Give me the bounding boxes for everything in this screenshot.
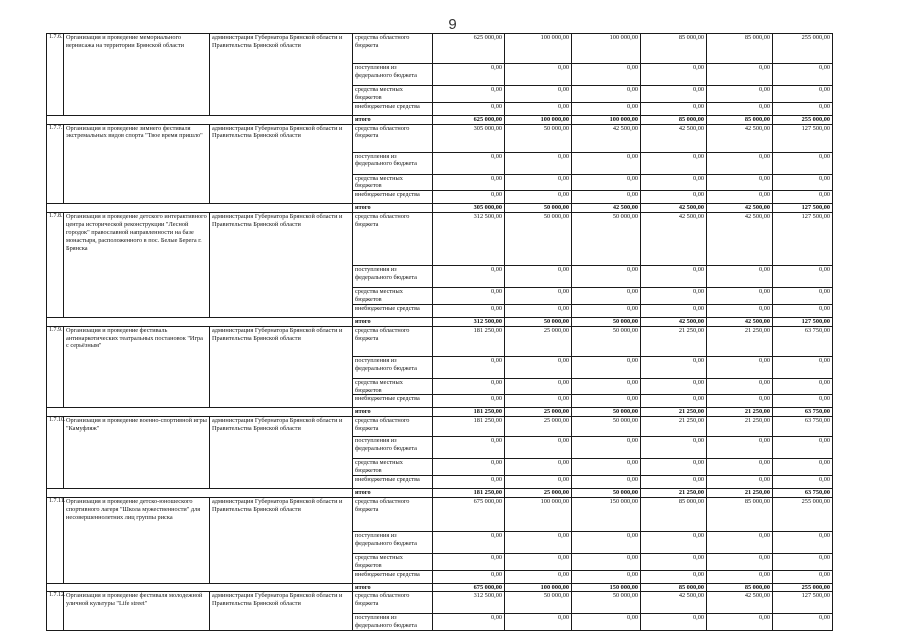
amount-cell: 0,00: [707, 459, 773, 476]
amount-cell: 0,00: [433, 191, 505, 204]
amount-cell: 0,00: [433, 553, 505, 570]
amount-cell: 0,00: [433, 266, 505, 288]
amount-cell: 85 000,00: [641, 115, 707, 124]
funding-source-label: поступления из федерального бюджета: [353, 152, 433, 174]
amount-cell: 21 250,00: [641, 326, 707, 356]
amount-cell: 0,00: [707, 191, 773, 204]
funding-source-label: итого: [353, 204, 433, 213]
funding-source-label: средства областного бюджета: [353, 497, 433, 531]
amount-cell: 100 000,00: [505, 34, 572, 64]
amount-cell: 42 500,00: [707, 317, 773, 326]
funding-source-label: внебюджетные средства: [353, 102, 433, 115]
amount-cell: 127 500,00: [773, 213, 833, 266]
funding-source-label: средства местных бюджетов: [353, 459, 433, 476]
amount-cell: 100 000,00: [572, 34, 641, 64]
funding-source-label: средства местных бюджетов: [353, 174, 433, 191]
amount-cell: 0,00: [572, 64, 641, 86]
item-name: Организация и проведение мемориального вернисажа на территории Брянской области: [64, 34, 210, 116]
amount-cell: 181 250,00: [433, 326, 505, 356]
amount-cell: 0,00: [641, 459, 707, 476]
amount-cell: 0,00: [572, 191, 641, 204]
amount-cell: 0,00: [572, 102, 641, 115]
amount-cell: 0,00: [641, 395, 707, 408]
amount-cell: 0,00: [641, 378, 707, 395]
amount-cell: 0,00: [505, 356, 572, 378]
amount-cell: 0,00: [433, 378, 505, 395]
amount-cell: 675 000,00: [433, 497, 505, 531]
funding-source-label: средства областного бюджета: [353, 213, 433, 266]
amount-cell: 0,00: [572, 459, 641, 476]
amount-cell: 312 500,00: [433, 592, 505, 614]
item-name: Организация и проведение детского интерактивного центра исторической реконструкции "Лесной городок" православной направленности на базе монастыря, расположенного в пос. Белые Берега г. Брянска: [64, 213, 210, 318]
amount-cell: 0,00: [572, 437, 641, 459]
amount-cell: 0,00: [773, 266, 833, 288]
item-executor: администрация Губернатора Брянской области и Правительства Брянской области: [210, 124, 353, 204]
funding-source-label: внебюджетные средства: [353, 191, 433, 204]
amount-cell: 0,00: [773, 553, 833, 570]
item-name: Организация и проведение детско-юношеского спортивного лагеря "Школа мужественности" для несовершеннолетних лиц группы риска: [64, 497, 210, 583]
funding-source-label: итого: [353, 583, 433, 592]
amount-cell: 21 250,00: [641, 408, 707, 417]
funding-source-label: средства областного бюджета: [353, 592, 433, 614]
amount-cell: 50 000,00: [572, 592, 641, 614]
amount-cell: 0,00: [773, 174, 833, 191]
table-row: [47, 417, 833, 437]
amount-cell: 0,00: [707, 304, 773, 317]
total-row-spacer: [47, 489, 353, 498]
funding-source-label: поступления из федерального бюджета: [353, 531, 433, 553]
amount-cell: 0,00: [433, 437, 505, 459]
table-row: [47, 317, 833, 326]
amount-cell: 50 000,00: [572, 489, 641, 498]
amount-cell: 0,00: [505, 570, 572, 583]
amount-cell: 0,00: [433, 614, 505, 631]
table-row: [47, 34, 833, 64]
table-row: [47, 583, 833, 592]
amount-cell: 0,00: [572, 288, 641, 305]
amount-cell: 0,00: [433, 476, 505, 489]
amount-cell: 100 000,00: [572, 115, 641, 124]
amount-cell: 0,00: [505, 152, 572, 174]
amount-cell: 0,00: [773, 102, 833, 115]
amount-cell: 0,00: [641, 476, 707, 489]
amount-cell: 21 250,00: [707, 489, 773, 498]
item-name: Организация и проведение фестиваля молодежной уличной культуры "Life street": [64, 592, 210, 631]
amount-cell: 181 250,00: [433, 408, 505, 417]
amount-cell: 0,00: [641, 266, 707, 288]
funding-source-label: поступления из федерального бюджета: [353, 266, 433, 288]
amount-cell: 0,00: [505, 378, 572, 395]
amount-cell: 0,00: [773, 378, 833, 395]
table-row: [47, 326, 833, 356]
item-executor: администрация Губернатора Брянской области и Правительства Брянской области: [210, 417, 353, 489]
amount-cell: 0,00: [433, 356, 505, 378]
amount-cell: 50 000,00: [572, 326, 641, 356]
amount-cell: 50 000,00: [572, 317, 641, 326]
amount-cell: 0,00: [505, 553, 572, 570]
table-row: [47, 497, 833, 531]
amount-cell: 0,00: [707, 570, 773, 583]
amount-cell: 0,00: [433, 531, 505, 553]
amount-cell: 0,00: [641, 614, 707, 631]
item-number: 1.7.7.: [47, 124, 64, 204]
amount-cell: 150 000,00: [572, 497, 641, 531]
amount-cell: 85 000,00: [707, 115, 773, 124]
amount-cell: 0,00: [707, 102, 773, 115]
amount-cell: 50 000,00: [572, 408, 641, 417]
amount-cell: 0,00: [433, 570, 505, 583]
amount-cell: 42 500,00: [707, 124, 773, 152]
amount-cell: 0,00: [505, 266, 572, 288]
amount-cell: 127 500,00: [773, 592, 833, 614]
amount-cell: 0,00: [641, 64, 707, 86]
amount-cell: 0,00: [505, 288, 572, 305]
amount-cell: 21 250,00: [707, 326, 773, 356]
amount-cell: 0,00: [641, 531, 707, 553]
amount-cell: 50 000,00: [572, 417, 641, 437]
amount-cell: 0,00: [572, 531, 641, 553]
amount-cell: 50 000,00: [505, 317, 572, 326]
amount-cell: 21 250,00: [641, 489, 707, 498]
amount-cell: 21 250,00: [707, 408, 773, 417]
amount-cell: 0,00: [773, 304, 833, 317]
amount-cell: 0,00: [773, 459, 833, 476]
total-row-spacer: [47, 408, 353, 417]
amount-cell: 0,00: [572, 152, 641, 174]
amount-cell: 0,00: [641, 288, 707, 305]
amount-cell: 0,00: [505, 86, 572, 103]
funding-source-label: средства областного бюджета: [353, 417, 433, 437]
amount-cell: 63 750,00: [773, 408, 833, 417]
program-table: [46, 33, 833, 631]
amount-cell: 0,00: [505, 174, 572, 191]
amount-cell: 42 500,00: [641, 213, 707, 266]
funding-source-label: поступления из федерального бюджета: [353, 356, 433, 378]
amount-cell: 0,00: [572, 86, 641, 103]
amount-cell: 0,00: [572, 614, 641, 631]
item-number: 1.7.10.: [47, 417, 64, 489]
amount-cell: 63 750,00: [773, 417, 833, 437]
amount-cell: 85 000,00: [641, 583, 707, 592]
item-number: 1.7.8.: [47, 213, 64, 318]
amount-cell: 63 750,00: [773, 489, 833, 498]
amount-cell: 0,00: [707, 378, 773, 395]
amount-cell: 181 250,00: [433, 417, 505, 437]
amount-cell: 42 500,00: [641, 204, 707, 213]
funding-source-label: поступления из федерального бюджета: [353, 64, 433, 86]
amount-cell: 0,00: [572, 304, 641, 317]
amount-cell: 0,00: [505, 614, 572, 631]
amount-cell: 0,00: [641, 191, 707, 204]
amount-cell: 42 500,00: [707, 592, 773, 614]
amount-cell: 0,00: [433, 174, 505, 191]
funding-source-label: средства местных бюджетов: [353, 553, 433, 570]
amount-cell: 255 000,00: [773, 583, 833, 592]
amount-cell: 625 000,00: [433, 34, 505, 64]
page-number: 9: [448, 16, 457, 33]
item-executor: администрация Губернатора Брянской области и Правительства Брянской области: [210, 213, 353, 318]
amount-cell: 625 000,00: [433, 115, 505, 124]
amount-cell: 0,00: [773, 437, 833, 459]
amount-cell: 0,00: [505, 476, 572, 489]
item-executor: администрация Губернатора Брянской области и Правительства Брянской области: [210, 34, 353, 116]
item-name: Организация и проведение зимнего фестиваля экстремальных видов спорта "Твое время пришло": [64, 124, 210, 204]
amount-cell: 50 000,00: [505, 204, 572, 213]
amount-cell: 100 000,00: [505, 583, 572, 592]
amount-cell: 255 000,00: [773, 115, 833, 124]
amount-cell: 127 500,00: [773, 204, 833, 213]
amount-cell: 0,00: [707, 86, 773, 103]
amount-cell: 25 000,00: [505, 408, 572, 417]
amount-cell: 0,00: [505, 395, 572, 408]
amount-cell: 312 500,00: [433, 317, 505, 326]
amount-cell: 150 000,00: [572, 583, 641, 592]
funding-source-label: средства местных бюджетов: [353, 86, 433, 103]
amount-cell: 0,00: [572, 476, 641, 489]
amount-cell: 25 000,00: [505, 489, 572, 498]
funding-source-label: итого: [353, 115, 433, 124]
item-number: 1.7.6.: [47, 34, 64, 116]
amount-cell: 312 500,00: [433, 213, 505, 266]
amount-cell: 0,00: [641, 102, 707, 115]
amount-cell: 0,00: [433, 64, 505, 86]
amount-cell: 0,00: [773, 356, 833, 378]
funding-source-label: внебюджетные средства: [353, 570, 433, 583]
amount-cell: 0,00: [572, 395, 641, 408]
amount-cell: 0,00: [572, 553, 641, 570]
amount-cell: 25 000,00: [505, 326, 572, 356]
amount-cell: 42 500,00: [572, 124, 641, 152]
amount-cell: 50 000,00: [505, 213, 572, 266]
total-row-spacer: [47, 317, 353, 326]
amount-cell: 0,00: [773, 64, 833, 86]
amount-cell: 127 500,00: [773, 317, 833, 326]
amount-cell: 0,00: [505, 531, 572, 553]
table-row: [47, 115, 833, 124]
amount-cell: 21 250,00: [707, 417, 773, 437]
amount-cell: 0,00: [572, 266, 641, 288]
amount-cell: 0,00: [707, 356, 773, 378]
amount-cell: 100 000,00: [505, 115, 572, 124]
amount-cell: 0,00: [505, 102, 572, 115]
funding-source-label: внебюджетные средства: [353, 304, 433, 317]
amount-cell: 0,00: [641, 570, 707, 583]
amount-cell: 0,00: [707, 553, 773, 570]
funding-source-label: поступления из федерального бюджета: [353, 437, 433, 459]
amount-cell: 0,00: [641, 174, 707, 191]
amount-cell: 0,00: [773, 86, 833, 103]
amount-cell: 63 750,00: [773, 326, 833, 356]
amount-cell: 0,00: [505, 437, 572, 459]
amount-cell: 42 500,00: [641, 317, 707, 326]
amount-cell: 0,00: [641, 553, 707, 570]
amount-cell: 255 000,00: [773, 34, 833, 64]
amount-cell: 0,00: [773, 152, 833, 174]
funding-source-label: средства местных бюджетов: [353, 378, 433, 395]
amount-cell: 0,00: [773, 614, 833, 631]
amount-cell: 0,00: [773, 191, 833, 204]
amount-cell: 0,00: [433, 102, 505, 115]
item-number: 1.7.11.: [47, 497, 64, 583]
funding-source-label: средства областного бюджета: [353, 124, 433, 152]
amount-cell: 85 000,00: [707, 583, 773, 592]
amount-cell: 0,00: [572, 174, 641, 191]
amount-cell: 100 000,00: [505, 497, 572, 531]
amount-cell: 0,00: [707, 64, 773, 86]
amount-cell: 0,00: [572, 378, 641, 395]
amount-cell: 0,00: [572, 570, 641, 583]
amount-cell: 50 000,00: [572, 213, 641, 266]
item-executor: администрация Губернатора Брянской области и Правительства Брянской области: [210, 497, 353, 583]
amount-cell: 0,00: [433, 288, 505, 305]
amount-cell: 0,00: [433, 152, 505, 174]
amount-cell: 25 000,00: [505, 417, 572, 437]
amount-cell: 85 000,00: [707, 34, 773, 64]
amount-cell: 0,00: [641, 356, 707, 378]
amount-cell: 0,00: [773, 288, 833, 305]
funding-source-label: итого: [353, 408, 433, 417]
item-name: Организация и проведение фестиваль антинаркотических театральных постановок "Игра с серьёзным": [64, 326, 210, 408]
amount-cell: 42 500,00: [572, 204, 641, 213]
amount-cell: 0,00: [572, 356, 641, 378]
table-row: [47, 489, 833, 498]
item-number: 1.7.9.: [47, 326, 64, 408]
amount-cell: 305 000,00: [433, 204, 505, 213]
amount-cell: 0,00: [773, 531, 833, 553]
funding-source-label: средства областного бюджета: [353, 326, 433, 356]
amount-cell: 42 500,00: [707, 213, 773, 266]
funding-source-label: внебюджетные средства: [353, 476, 433, 489]
table-row: [47, 592, 833, 614]
item-name: Организация и проведение военно-спортивной игры "Камуфляж": [64, 417, 210, 489]
amount-cell: 0,00: [707, 437, 773, 459]
amount-cell: 0,00: [707, 395, 773, 408]
table-row: [47, 408, 833, 417]
amount-cell: 0,00: [505, 304, 572, 317]
amount-cell: 0,00: [707, 152, 773, 174]
amount-cell: 0,00: [773, 395, 833, 408]
table-row: [47, 204, 833, 213]
funding-source-label: внебюджетные средства: [353, 395, 433, 408]
table-row: [47, 124, 833, 152]
amount-cell: 42 500,00: [641, 592, 707, 614]
amount-cell: 0,00: [773, 570, 833, 583]
amount-cell: 42 500,00: [707, 204, 773, 213]
amount-cell: 0,00: [707, 266, 773, 288]
amount-cell: 0,00: [641, 86, 707, 103]
funding-source-label: средства местных бюджетов: [353, 288, 433, 305]
amount-cell: 675 000,00: [433, 583, 505, 592]
item-executor: администрация Губернатора Брянской области и Правительства Брянской области: [210, 326, 353, 408]
amount-cell: 0,00: [641, 304, 707, 317]
amount-cell: 85 000,00: [641, 34, 707, 64]
amount-cell: 85 000,00: [707, 497, 773, 531]
funding-source-label: итого: [353, 489, 433, 498]
amount-cell: 0,00: [707, 174, 773, 191]
amount-cell: 85 000,00: [641, 497, 707, 531]
amount-cell: 0,00: [433, 395, 505, 408]
funding-source-label: итого: [353, 317, 433, 326]
amount-cell: 127 500,00: [773, 124, 833, 152]
amount-cell: 181 250,00: [433, 489, 505, 498]
amount-cell: 0,00: [505, 459, 572, 476]
amount-cell: 0,00: [433, 86, 505, 103]
amount-cell: 0,00: [505, 191, 572, 204]
amount-cell: 0,00: [707, 614, 773, 631]
total-row-spacer: [47, 115, 353, 124]
item-executor: администрация Губернатора Брянской области и Правительства Брянской области: [210, 592, 353, 631]
amount-cell: 0,00: [773, 476, 833, 489]
table-row: [47, 213, 833, 266]
amount-cell: 0,00: [505, 64, 572, 86]
total-row-spacer: [47, 204, 353, 213]
item-number: 1.7.12.: [47, 592, 64, 631]
amount-cell: 0,00: [433, 459, 505, 476]
amount-cell: 21 250,00: [641, 417, 707, 437]
amount-cell: 0,00: [707, 531, 773, 553]
amount-cell: 50 000,00: [505, 124, 572, 152]
funding-source-label: поступления из федерального бюджета: [353, 614, 433, 631]
amount-cell: 0,00: [707, 476, 773, 489]
amount-cell: 305 000,00: [433, 124, 505, 152]
amount-cell: 255 000,00: [773, 497, 833, 531]
amount-cell: 0,00: [433, 304, 505, 317]
amount-cell: 42 500,00: [641, 124, 707, 152]
amount-cell: 50 000,00: [505, 592, 572, 614]
amount-cell: 0,00: [641, 437, 707, 459]
amount-cell: 0,00: [641, 152, 707, 174]
amount-cell: 0,00: [707, 288, 773, 305]
funding-source-label: средства областного бюджета: [353, 34, 433, 64]
total-row-spacer: [47, 583, 353, 592]
